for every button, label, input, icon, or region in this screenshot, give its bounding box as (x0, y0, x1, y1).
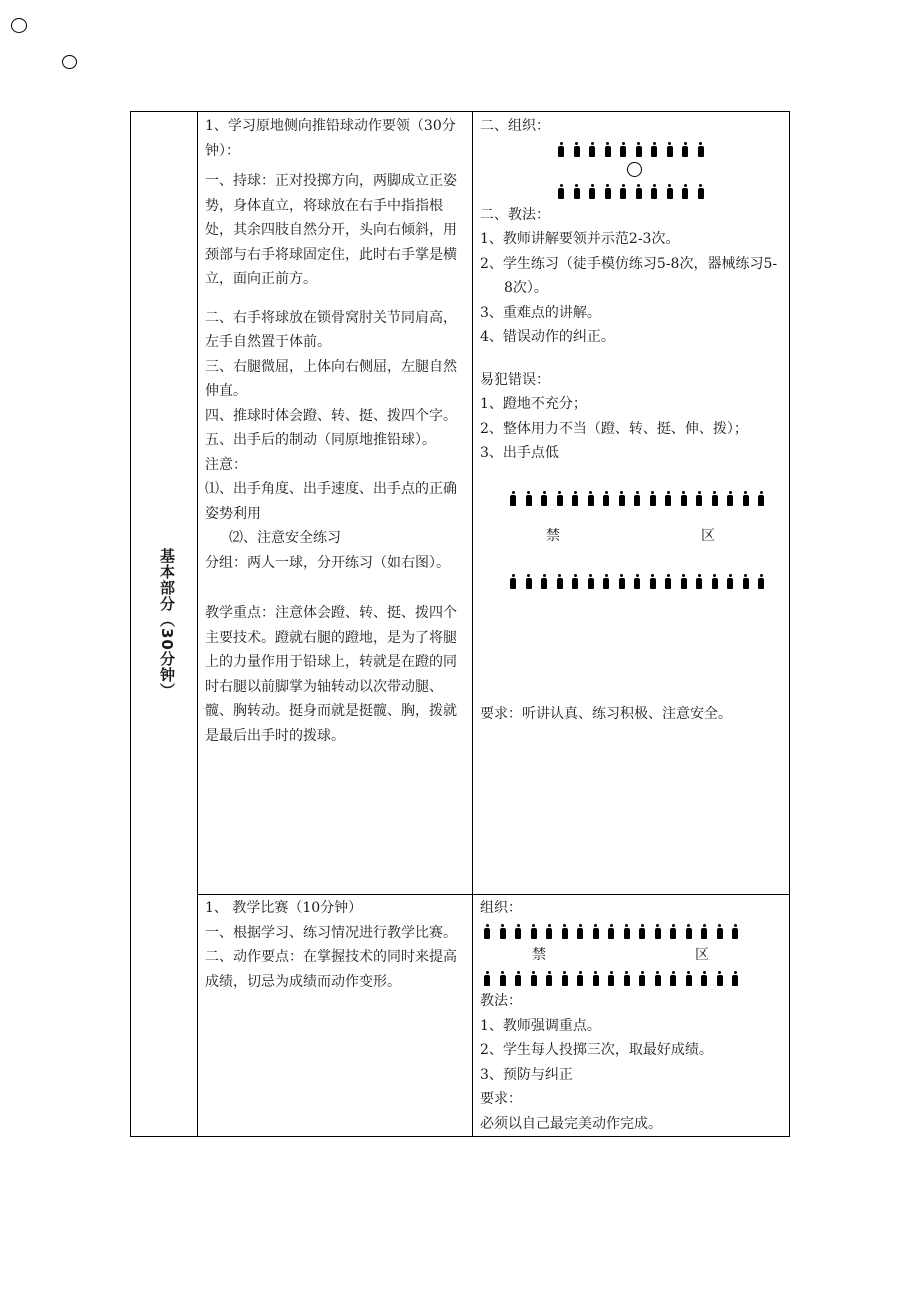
person-icon (758, 491, 764, 506)
method-3: 3、预防与纠正 (480, 1066, 573, 1083)
person-icon (698, 142, 704, 157)
person-icon (588, 491, 594, 506)
person-icon (665, 491, 671, 506)
person-icon (717, 971, 723, 986)
person-icon (743, 491, 749, 506)
method-title: 教法： (480, 993, 522, 1009)
method-3: 3、重难点的讲解。 (480, 304, 601, 321)
match-item-2: 二、动作要点：在掌握技术的同时来提高成绩，切忌为成绩而动作变形。 (205, 949, 457, 990)
method-1: 1、教师强调重点。 (480, 1017, 601, 1034)
figure-row (480, 181, 785, 203)
person-icon (681, 491, 687, 506)
person-icon (515, 924, 521, 939)
circle-mark (62, 55, 77, 69)
step-2: 二、右手将球放在锁骨窝肘关节同肩高，左手自然置于体前。 (205, 309, 457, 350)
person-icon (541, 574, 547, 589)
grouping-text: 分组：两人一球，分开练习（如右图）。 (205, 554, 450, 571)
organization-title: 二、组织： (480, 118, 550, 134)
match-item-1: 一、根据学习、练习情况进行教学比赛。 (205, 924, 457, 941)
row-divider (197, 894, 789, 895)
error-2: 2、整体用力不当（蹬、转、挺、伸、拨）； (480, 420, 748, 437)
lesson-title: 1、学习原地侧向推铅球动作要领（30分钟）： (205, 118, 456, 159)
figure-row (480, 139, 785, 161)
error-1: 1、蹬地不充分； (480, 396, 587, 412)
person-icon (531, 971, 537, 986)
person-icon (727, 491, 733, 506)
person-icon (605, 184, 611, 199)
section-label-cell (131, 112, 197, 1136)
method-4: 4、错误动作的纠正。 (480, 329, 615, 345)
step-1: 一、持球：正对投掷方向，两脚成立正姿势，身体直立，将球放在右手中指指根处，其余四肢自然分开，头向右倾斜，用颈部与右手将球固定住，此时右手掌是横立，面向正前方。 (205, 173, 457, 287)
step-5: 五、出手后的制动（同原地推铅球）。 (205, 432, 436, 448)
person-icon (636, 184, 642, 199)
step-4: 四、推球时体会蹬、转、挺、拨四个字。 (205, 407, 457, 424)
person-icon (557, 491, 563, 506)
person-icon (531, 924, 537, 939)
person-icon (686, 971, 692, 986)
shot-ring-icon (627, 162, 642, 177)
person-icon (546, 971, 552, 986)
person-icon (665, 574, 671, 589)
restricted-zone-label (480, 943, 785, 968)
person-icon (603, 574, 609, 589)
person-icon (712, 491, 718, 506)
note-title: 注意： (205, 456, 247, 473)
person-icon (681, 574, 687, 589)
requirement-title: 要求： (480, 1091, 522, 1107)
person-icon (682, 142, 688, 157)
person-icon (639, 924, 645, 939)
person-icon (574, 184, 580, 199)
zone-right-char: 区 (695, 946, 709, 963)
person-icon (655, 971, 661, 986)
figure-row (480, 967, 785, 989)
column-divider (472, 112, 473, 1136)
person-icon (682, 184, 688, 199)
person-icon (577, 924, 583, 939)
person-icon (667, 184, 673, 199)
person-icon (655, 924, 661, 939)
requirement-text: 要求：听讲认真、练习积极、注意安全。 (480, 706, 732, 722)
person-icon (541, 491, 547, 506)
column-divider (197, 112, 198, 1136)
person-icon (510, 491, 516, 506)
circle-mark (11, 18, 27, 33)
person-icon (639, 971, 645, 986)
person-icon (577, 971, 583, 986)
person-icon (588, 574, 594, 589)
zone-left-char: 禁 (532, 946, 546, 963)
person-icon (608, 971, 614, 986)
step-3: 三、右腿微屈，上体向右侧屈，左腿自然伸直。 (205, 358, 457, 399)
person-icon (605, 142, 611, 157)
person-icon (636, 142, 642, 157)
person-icon (589, 142, 595, 157)
person-icon (732, 971, 738, 986)
figure-row (480, 488, 785, 510)
method-1: 1、教师讲解要领并示范2-3次。 (480, 231, 680, 247)
lesson-table (130, 111, 790, 1137)
note-1: ⑴、出手角度、出手速度、出手点的正确姿势利用 (205, 481, 457, 522)
person-icon (546, 924, 552, 939)
person-icon (712, 574, 718, 589)
content-cell-bottom-right (480, 896, 785, 1136)
person-icon (732, 924, 738, 939)
person-icon (758, 574, 764, 589)
content-cell-top-right (480, 114, 785, 727)
zone-left-char: 禁 (546, 527, 560, 544)
person-icon (620, 184, 626, 199)
person-icon (650, 491, 656, 506)
person-icon (572, 574, 578, 589)
errors-title: 易犯错误： (480, 371, 550, 388)
person-icon (651, 142, 657, 157)
person-icon (515, 971, 521, 986)
person-icon (557, 574, 563, 589)
person-icon (650, 574, 656, 589)
person-icon (701, 924, 707, 939)
person-icon (727, 574, 733, 589)
person-icon (572, 491, 578, 506)
section-label: 基本部分（30分钟） (158, 548, 176, 699)
person-icon (484, 971, 490, 986)
organization-title: 组织： (480, 900, 522, 916)
person-icon (562, 924, 568, 939)
content-cell-top-left (205, 114, 467, 748)
requirement-text: 必须以自己最完美动作完成。 (480, 1115, 662, 1132)
person-icon (589, 184, 595, 199)
person-icon (500, 924, 506, 939)
person-icon (620, 142, 626, 157)
person-icon (526, 491, 532, 506)
person-icon (667, 142, 673, 157)
key-points: 教学重点：注意体会蹬、转、挺、拨四个主要技术。蹬就右腿的蹬地，是为了将腿上的力量作用于铅球上，转就是在蹬的同时右腿以前脚掌为轴转动以次带动腿、髋、胸转动。挺身而就是挺髋、胸，拨就是最后出手时的拨球。 (205, 605, 457, 744)
restricted-zone-label (480, 524, 785, 549)
method-2: 2、学生练习（徒手模仿练习5-8次，器械练习5-8次）。 (480, 255, 778, 296)
note-2: ⑵、注意安全练习 (229, 530, 341, 546)
method-2: 2、学生每人投掷三次，取最好成绩。 (480, 1042, 713, 1058)
method-title: 二、教法： (480, 206, 550, 223)
person-icon (634, 574, 640, 589)
content-cell-bottom-left (205, 896, 467, 994)
zone-right-char: 区 (701, 527, 715, 544)
person-icon (651, 184, 657, 199)
person-icon (500, 971, 506, 986)
person-icon (670, 924, 676, 939)
person-icon (624, 924, 630, 939)
person-icon (686, 924, 692, 939)
person-icon (698, 184, 704, 199)
figure-row (480, 921, 785, 943)
person-icon (634, 491, 640, 506)
figure-row (480, 570, 785, 592)
person-icon (670, 971, 676, 986)
person-icon (701, 971, 707, 986)
person-icon (558, 184, 564, 199)
person-icon (619, 574, 625, 589)
person-icon (619, 491, 625, 506)
person-icon (624, 971, 630, 986)
person-icon (696, 491, 702, 506)
person-icon (696, 574, 702, 589)
error-3: 3、出手点低 (480, 445, 559, 461)
person-icon (603, 491, 609, 506)
person-icon (717, 924, 723, 939)
person-icon (574, 142, 580, 157)
person-icon (593, 924, 599, 939)
person-icon (526, 574, 532, 589)
person-icon (510, 574, 516, 589)
person-icon (743, 574, 749, 589)
person-icon (558, 142, 564, 157)
person-icon (593, 971, 599, 986)
match-title: 1、 教学比赛（10分钟） (205, 900, 363, 916)
person-icon (608, 924, 614, 939)
person-icon (484, 924, 490, 939)
person-icon (562, 971, 568, 986)
